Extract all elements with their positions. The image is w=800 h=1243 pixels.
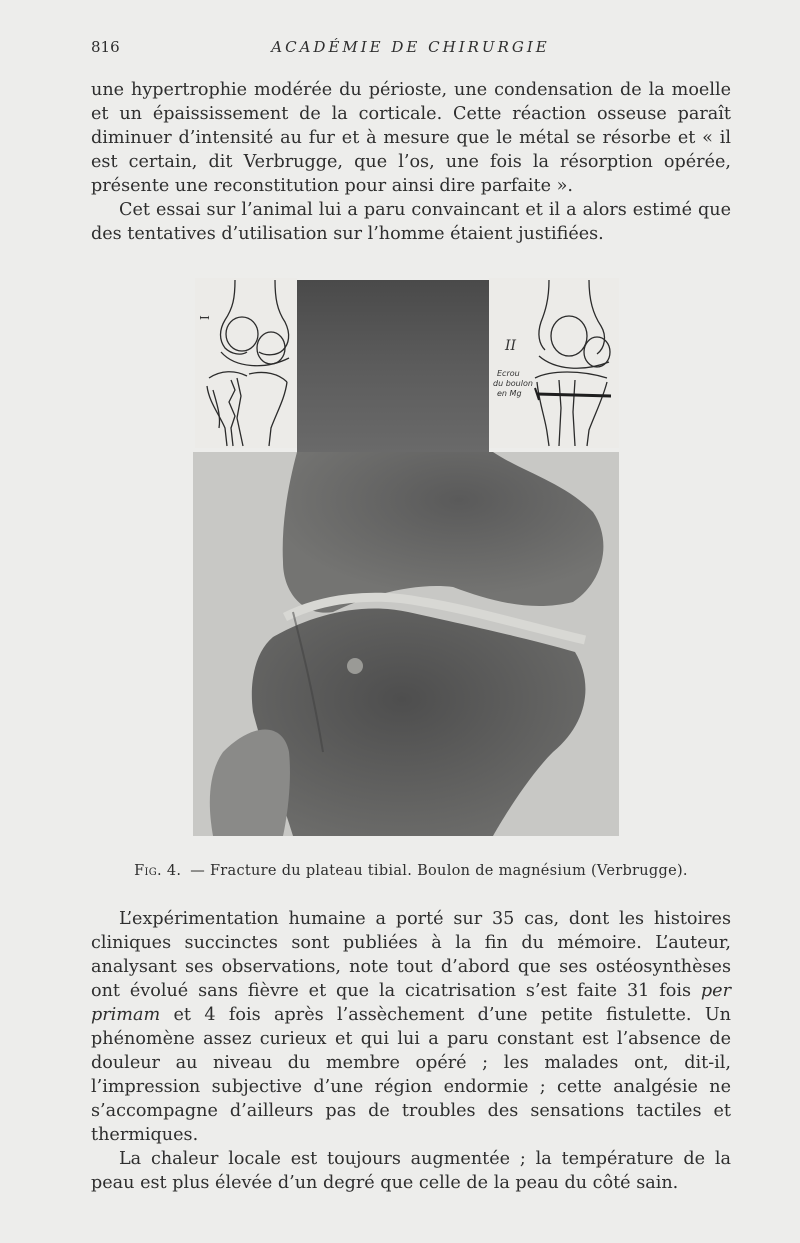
xray-upper-femur [297, 280, 489, 454]
knee-sketch-bolt [489, 278, 619, 448]
paragraph-text: et 4 fois après l’assèchement d’une petite fistulette. Un phénomène assez curieux et qui lui a paru constant est l’absence de douleur au niveau du membre opéré ; les malades ont, dit-il, l’impression subjective d’une région endormie ; cette analgésie ne s’accompagne d’ailleurs pas de troubles des sensations tactiles et thermiques. [91, 1005, 731, 1145]
annotation-line: du boulon [493, 379, 533, 388]
running-title: ACADÉMIE DE CHIRURGIE [271, 38, 550, 56]
diagram-label-ii: II [505, 338, 517, 354]
figure-caption [91, 863, 731, 879]
annotation-line: en Mg [497, 389, 522, 398]
annotation-line: Ecrou [497, 369, 520, 378]
knee-sketch-fracture [195, 278, 297, 448]
figure-4 [193, 278, 619, 838]
paragraph [91, 907, 731, 1147]
knee-radiograph [193, 452, 619, 836]
paragraph: La chaleur locale est toujours augmentée ; la température de la peau est plus élevée d’un degré que celle de la peau du côté sain. [91, 1149, 731, 1193]
knee-diagram-i [195, 278, 297, 448]
caption-text: — Fracture du plateau tibial. Boulon de magnésium (Verbrugge). [190, 863, 688, 879]
running-head [91, 38, 730, 60]
diagram-label-i: I [198, 315, 212, 320]
radiograph-image [193, 452, 619, 836]
body-text-bottom [91, 907, 731, 1195]
paragraph-text: L’expérimentation humaine a porté sur 35 cas, dont les histoires cliniques succinctes sont publiées à la fin du mémoire. L’auteur, analysant ses observations, note tout d’abord que ses ostéosynthèses ont évolué sans fièvre et que la cicatrisation s’est faite 31 fois [91, 909, 731, 1001]
body-text-top [91, 78, 731, 246]
italic-phrase: per primam [91, 981, 731, 1025]
page-number: 816 [91, 38, 120, 56]
knee-diagram-ii [489, 278, 619, 448]
caption-label: Fig. 4. [134, 863, 182, 879]
paragraph: Cet essai sur l’animal lui a paru convaincant et il a alors estimé que des tentatives d’utilisation sur l’homme étaient justifiées. [91, 200, 731, 244]
paragraph: une hypertrophie modérée du périoste, une condensation de la moelle et un épaississement de la corticale. Cette réaction osseuse paraît diminuer d’intensité au fur et à mesure que le métal se résorbe et « il est certain, dit Verbrugge, que l’os, une fois la résorption opérée, présente une reconstitution pour ainsi dire parfaite ». [91, 80, 731, 196]
